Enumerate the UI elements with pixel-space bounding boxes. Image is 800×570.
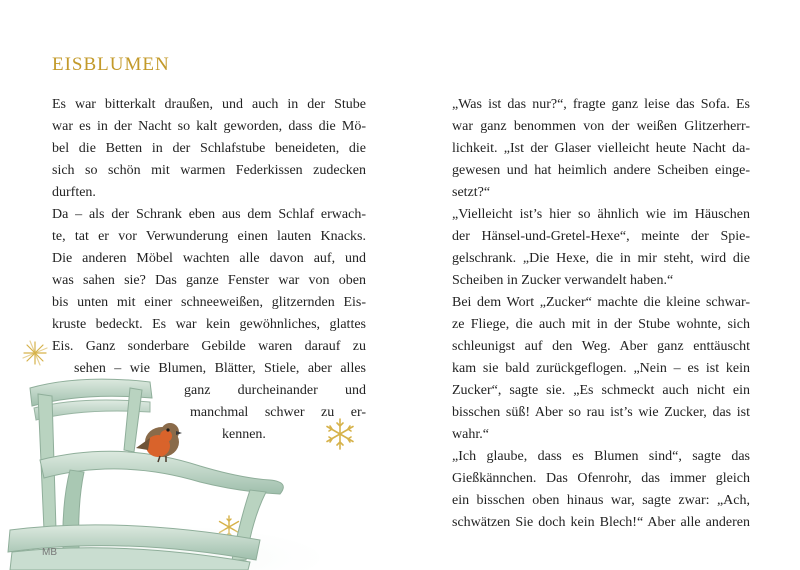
text-column-right — [452, 94, 750, 534]
text-line: ze Fliege, die auch mit in der Stube wohnte, sich — [452, 317, 750, 332]
text-line: ganz durcheinander und — [184, 383, 366, 398]
text-line: was sahen sie? Das ganze Fenster war von oben — [52, 273, 366, 288]
text-line: setzt?“ — [452, 185, 491, 200]
text-line: kam sie bald zurückgeflogen. „Nein – es ist kein — [452, 361, 750, 376]
text-line: war ganz benommen von der weißen Glitzerherr- — [452, 119, 750, 134]
text-line: manchmal schwer zu er- — [190, 405, 366, 420]
text-line: bis unten mit einer schneeweißen, glitzernden Eis- — [52, 295, 366, 310]
text-line: war es in der Nacht so kalt geworden, dass die Mö- — [52, 119, 366, 134]
text-line: lichkeit. „Ist der Glaser vielleicht heute Nacht da- — [452, 141, 750, 156]
text-line: „Was ist das nur?“, fragte ganz leise das Sofa. Es — [452, 97, 750, 112]
artist-signature: MB — [42, 547, 57, 558]
text-line: Zucker“, sagte sie. „Es schmeckt auch nicht ein — [452, 383, 750, 398]
text-line: gelschrank. „Die Hexe, die in mir steht, wird die — [452, 251, 750, 266]
text-line: Die anderen Möbel wachten alle davon auf, und — [52, 251, 366, 266]
text-line: ein bisschen oben hinaus war, sagte zwar: „Ach, — [452, 493, 750, 508]
text-line: gewesen und hat heimlich andere Scheiben einge- — [452, 163, 750, 178]
text-line: te, tat er vor Verwunderung einen lauten Knacks. — [52, 229, 366, 244]
text-line: Es war bitterkalt draußen, und auch in der Stube — [52, 97, 366, 112]
text-line: „Ich glaube, dass es Blumen sind“, sagte das — [452, 449, 750, 464]
text-line: sehen – wie Blumen, Blätter, Stiele, aber alles — [74, 361, 366, 376]
text-line: wahr.“ — [452, 427, 489, 442]
text-line: Da – als der Schrank eben aus dem Schlaf erwach- — [52, 207, 366, 222]
bench-illustration — [0, 330, 380, 570]
text-line: kruste bedeckt. Es war kein gewöhnliches, glattes — [52, 317, 366, 332]
page-title: EISBLUMEN — [52, 54, 170, 75]
text-line: bel die Betten in der Schlafstube beneideten, die — [52, 141, 366, 156]
text-line: schleunigst auf den Weg. Aber ganz enttäuscht — [452, 339, 750, 354]
text-line: Scheiben in Zucker verwandelt haben.“ — [452, 273, 674, 288]
text-line: Bei dem Wort „Zucker“ machte die kleine schwar- — [452, 295, 750, 310]
text-line: schwätzen Sie doch kein Blech!“ Aber alle anderen — [452, 515, 750, 530]
text-line: durften. — [52, 185, 96, 200]
text-line: Eis. Ganz sonderbare Gebilde waren darauf zu — [52, 339, 366, 354]
text-line: sich so schön mit warmen Federkissen zudecken — [52, 163, 366, 178]
text-line: kennen. — [222, 427, 266, 442]
text-line: bisschen süß! Aber so rau ist’s wie Zucker, das ist — [452, 405, 750, 420]
text-line: Gießkännchen. Das Ofenrohr, das immer gleich — [452, 471, 750, 486]
text-line: „Vielleicht ist’s hier so ähnlich wie im Häuschen — [452, 207, 750, 222]
text-line: der Hänsel-und-Gretel-Hexe“, meinte der Spie- — [452, 229, 750, 244]
